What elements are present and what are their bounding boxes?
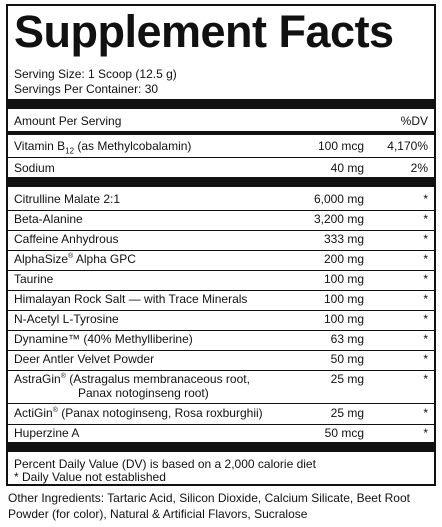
ingredient-dv: * — [423, 252, 428, 266]
ingredient-name: Beta-Alanine — [14, 212, 83, 226]
row-divider — [8, 230, 434, 231]
nutrient-name: Vitamin $B_{12}$ (as Methylcobalamin) — [14, 139, 192, 156]
ingredient-name: Taurine — [14, 272, 54, 286]
amount-per-serving-label: Amount Per Serving — [14, 114, 122, 128]
thick-divider — [8, 99, 434, 109]
ingredient-name: AlphaSize® Alpha GPC — [14, 252, 136, 266]
ingredient-name: Citrulline Malate 2:1 — [14, 192, 121, 206]
ingredient-name: N-Acetyl L-Tyrosine — [14, 312, 119, 326]
ingredient-dv: * — [423, 232, 428, 246]
ingredient-name: Dynamine™ (40% Methylliberine) — [14, 332, 193, 346]
ingredient-name: Huperzine A — [14, 426, 80, 440]
dv-header-label: %DV — [400, 114, 428, 128]
row-divider — [8, 350, 434, 351]
servings-per-container: Servings Per Container: 30 — [14, 82, 159, 96]
ingredient-amount: 63 mg — [330, 332, 364, 346]
nutrient-amount: 40 mg — [330, 161, 364, 175]
row-divider — [8, 290, 434, 291]
row-divider — [8, 370, 434, 371]
ingredient-name: Caffeine Anhydrous — [14, 232, 119, 246]
row-divider — [8, 270, 434, 271]
row-divider — [8, 157, 434, 158]
row-divider — [8, 210, 434, 211]
row-divider — [8, 403, 434, 404]
ingredient-amount: 333 mg — [323, 232, 364, 246]
ingredient-amount: 100 mg — [323, 292, 364, 306]
ingredient-amount: 25 mg — [330, 372, 364, 386]
ingredient-amount: 50 mcg — [324, 426, 364, 440]
ingredient-dv: * — [423, 352, 428, 366]
ingredient-dv: * — [423, 292, 428, 306]
footnote-dv: Percent Daily Value (DV) is based on a 2,000 calorie diet — [14, 457, 316, 471]
ingredient-amount: 50 mg — [330, 352, 364, 366]
ingredient-amount: 200 mg — [323, 252, 364, 266]
ingredient-amount: 25 mg — [330, 406, 364, 420]
thick-divider — [8, 177, 434, 187]
nutrient-amount: 100 mcg — [317, 139, 364, 153]
nutrient-dv: 2% — [410, 161, 428, 175]
supplement-facts-panel — [6, 4, 436, 486]
ingredient-amount: 3,200 mg — [313, 212, 364, 226]
row-divider — [8, 330, 434, 331]
ingredient-name: ActiGin® (Panax notoginseng, Rosa roxburghii) — [14, 406, 263, 420]
ingredient-dv: * — [423, 406, 428, 420]
medium-divider — [8, 131, 434, 135]
ingredient-dv: * — [423, 312, 428, 326]
ingredient-amount: 6,000 mg — [313, 192, 364, 206]
nutrient-name: Sodium — [14, 161, 55, 175]
ingredient-name: Deer Antler Velvet Powder — [14, 352, 155, 366]
serving-size: Serving Size: 1 Scoop (12.5 g) — [14, 67, 177, 81]
ingredient-name: Himalayan Rock Salt — with Trace Minerals — [14, 292, 248, 306]
panel-title: Supplement Facts — [14, 6, 394, 57]
row-divider — [8, 250, 434, 251]
ingredient-name-line2: Panax notoginseng root) — [78, 386, 209, 400]
thick-divider — [8, 442, 434, 452]
footnote-star: * Daily Value not established — [14, 470, 166, 484]
ingredient-dv: * — [423, 372, 428, 386]
ingredient-dv: * — [423, 192, 428, 206]
nutrient-dv: 4,170% — [387, 139, 428, 153]
ingredient-dv: * — [423, 272, 428, 286]
ingredient-name: AstraGin® (Astragalus membranaceous root, — [14, 372, 250, 386]
row-divider — [8, 310, 434, 311]
other-ingredients: Other Ingredients: Tartaric Acid, Silicon Dioxide, Calcium Silicate, Beet Root Powder (for color), Natural & Artificial Flavors, Sucralose — [8, 491, 410, 521]
ingredient-amount: 100 mg — [323, 272, 364, 286]
ingredient-amount: 100 mg — [323, 312, 364, 326]
ingredient-dv: * — [423, 212, 428, 226]
row-divider — [8, 424, 434, 425]
ingredient-dv: * — [423, 332, 428, 346]
ingredient-dv: * — [423, 426, 428, 440]
